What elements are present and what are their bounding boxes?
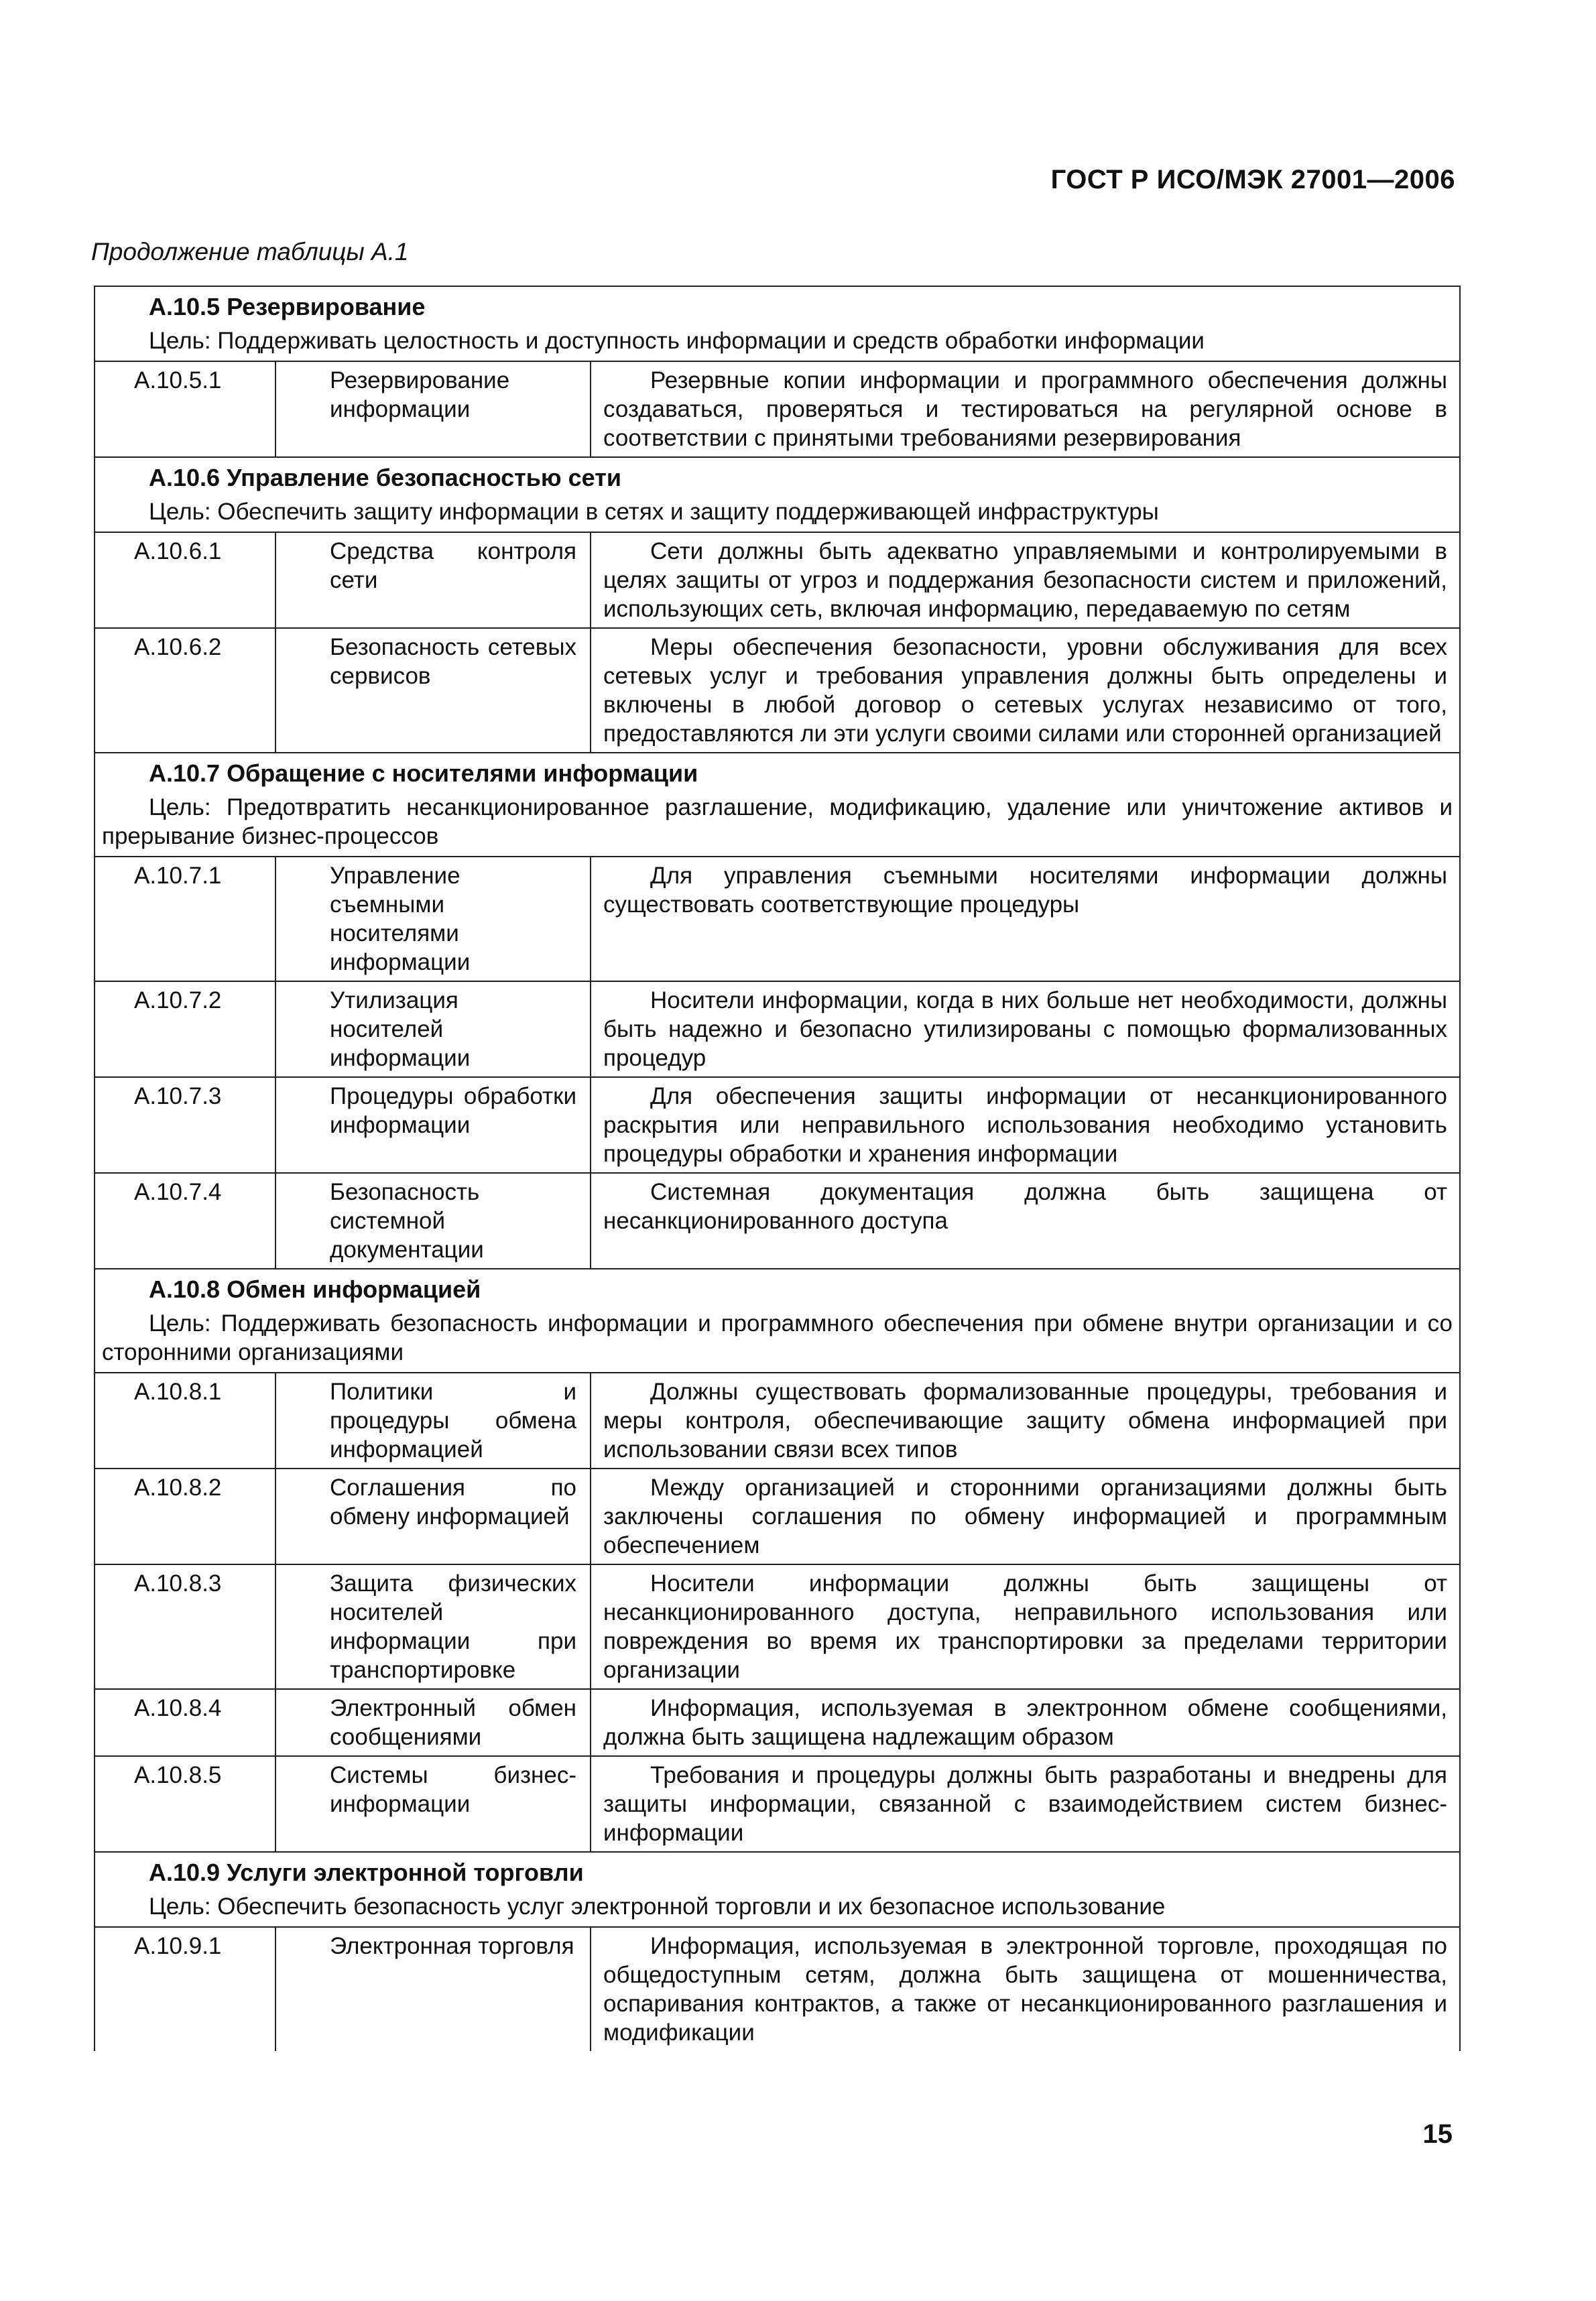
page-number: 15 — [1422, 2119, 1453, 2149]
control-name: Электронная торговля — [276, 1928, 591, 2051]
control-text: Требования и процедуры должны быть разработаны и внедрены для защиты информации, связанной с взаимодействием систем бизнес-информации — [603, 1762, 1447, 1846]
table-row — [95, 981, 1459, 1076]
control-id: А.10.8.2 — [95, 1469, 276, 1564]
table-row — [95, 532, 1459, 627]
controls-table — [94, 286, 1461, 2051]
table-row — [95, 1688, 1459, 1755]
table-caption: Продолжение таблицы А.1 — [91, 238, 409, 265]
control-name: Безопасность сетевых сервисов — [276, 629, 591, 752]
control-text: Системная документация должна быть защищена от несанкционированного доступа — [603, 1179, 1447, 1234]
control-text: Информация, используемая в электронной торговле, проходящая по общедоступным сетям, должна быть защищена от мошенничества, оспаривания контрактов, а также от несанкционированного разглашения и модификации — [603, 1933, 1447, 2046]
table-row — [95, 1468, 1459, 1564]
section-goal: Цель: Обеспечить защиту информации в сетях и защиту поддерживающей инфраструктуры — [149, 499, 1159, 525]
control-id: А.10.8.4 — [95, 1690, 276, 1755]
section-title: А.10.7 Обращение с носителями информации — [149, 759, 698, 787]
table-row — [95, 1172, 1459, 1268]
document-code: ГОСТ Р ИСО/МЭК 27001—2006 — [1050, 165, 1455, 194]
control-id: А.10.9.1 — [95, 1928, 276, 2051]
control-id: А.10.6.2 — [95, 629, 276, 752]
section-goal: Цель: Поддерживать целостность и доступность информации и средств обработки информации — [149, 328, 1205, 354]
section-goal: Цель: Предотвратить несанкционированное разглашение, модификацию, удаление или уничтожение активов и прерывание бизнес-процессов — [102, 794, 1453, 849]
control-text: Между организацией и сторонними организациями должны быть заключены соглашения по обмену информацией и программным обеспечением — [603, 1475, 1447, 1558]
control-name: Управление съемными носителями информации — [276, 857, 591, 981]
control-text: Должны существовать формализованные процедуры, требования и меры контроля, обеспечивающие защиту обмена информацией при использовании связи всех типов — [603, 1379, 1447, 1463]
control-name: Системы бизнес-информации — [276, 1757, 591, 1851]
section-title: А.10.8 Обмен информацией — [149, 1276, 481, 1303]
control-name: Безопасность системной документации — [276, 1174, 591, 1268]
table-row — [95, 361, 1459, 456]
control-name: Процедуры обработки информации — [276, 1078, 591, 1172]
control-text: Для обеспечения защиты информации от несанкционированного раскрытия или неправильного использования необходимо установить процедуры обработки и хранения информации — [603, 1083, 1447, 1167]
section-a-10-7 — [95, 753, 1459, 1269]
control-name: Защита физических носителей информации при транспортировке — [276, 1565, 591, 1688]
control-name: Средства контроля сети — [276, 533, 591, 627]
control-text: Сети должны быть адекватно управляемыми и контролируемыми в целях защиты от угроз и поддержания безопасности систем и приложений, использующих сеть, включая информацию, передаваемую по сетям — [603, 538, 1447, 622]
control-text: Для управления съемными носителями информации должны существовать соответствующие процедуры — [603, 863, 1447, 918]
section-a-10-6 — [95, 458, 1459, 753]
table-row — [95, 1564, 1459, 1688]
section-goal: Цель: Обеспечить безопасность услуг электронной торговли и их безопасное использование — [149, 1893, 1166, 1920]
control-id: А.10.7.4 — [95, 1174, 276, 1268]
control-name: Электронный обмен сообщениями — [276, 1690, 591, 1755]
section-a-10-5 — [95, 287, 1459, 458]
control-text: Носители информации должны быть защищены от несанкционированного доступа, неправильного использования или повреждения во время их транспортировки за пределами территории организации — [603, 1570, 1447, 1683]
control-name: Утилизация носителей информации — [276, 982, 591, 1076]
section-a-10-9 — [95, 1853, 1459, 2051]
control-id: А.10.7.3 — [95, 1078, 276, 1172]
section-a-10-8 — [95, 1269, 1459, 1853]
table-row — [95, 856, 1459, 981]
section-title: А.10.5 Резервирование — [149, 293, 426, 320]
control-id: А.10.7.2 — [95, 982, 276, 1076]
table-row — [95, 1372, 1459, 1468]
control-text: Меры обеспечения безопасности, уровни обслуживания для всех сетевых услуг и требования управления должны быть определены и включены в любой договор о сетевых услугах независимо от того, предоставляются ли эти услуги своими силами или сторонней организацией — [603, 634, 1447, 747]
table-row — [95, 1926, 1459, 2051]
control-name: Резервирование информации — [276, 362, 591, 456]
control-name: Соглашения по обмену информацией — [276, 1469, 591, 1564]
control-id: А.10.5.1 — [95, 362, 276, 456]
control-id: А.10.6.1 — [95, 533, 276, 627]
control-name: Политики и процедуры обмена информацией — [276, 1373, 591, 1468]
table-row — [95, 1755, 1459, 1851]
control-text: Информация, используемая в электронном обмене сообщениями, должна быть защищена надлежащим образом — [603, 1695, 1447, 1750]
section-goal: Цель: Поддерживать безопасность информации и программного обеспечения при обмене внутри организации и со сторонними организациями — [102, 1310, 1453, 1365]
section-title: А.10.6 Управление безопасностью сети — [149, 464, 621, 491]
control-id: А.10.8.5 — [95, 1757, 276, 1851]
control-id: А.10.8.1 — [95, 1373, 276, 1468]
control-id: А.10.7.1 — [95, 857, 276, 981]
table-row — [95, 627, 1459, 752]
table-row — [95, 1076, 1459, 1172]
control-text: Резервные копии информации и программного обеспечения должны создаваться, проверяться и тестироваться на регулярной основе в соответствии с принятыми требованиями резервирования — [603, 367, 1447, 451]
section-title: А.10.9 Услуги электронной торговли — [149, 1859, 584, 1886]
control-text: Носители информации, когда в них больше нет необходимости, должны быть надежно и безопасно утилизированы с помощью формализованных процедур — [603, 987, 1447, 1071]
control-id: А.10.8.3 — [95, 1565, 276, 1688]
